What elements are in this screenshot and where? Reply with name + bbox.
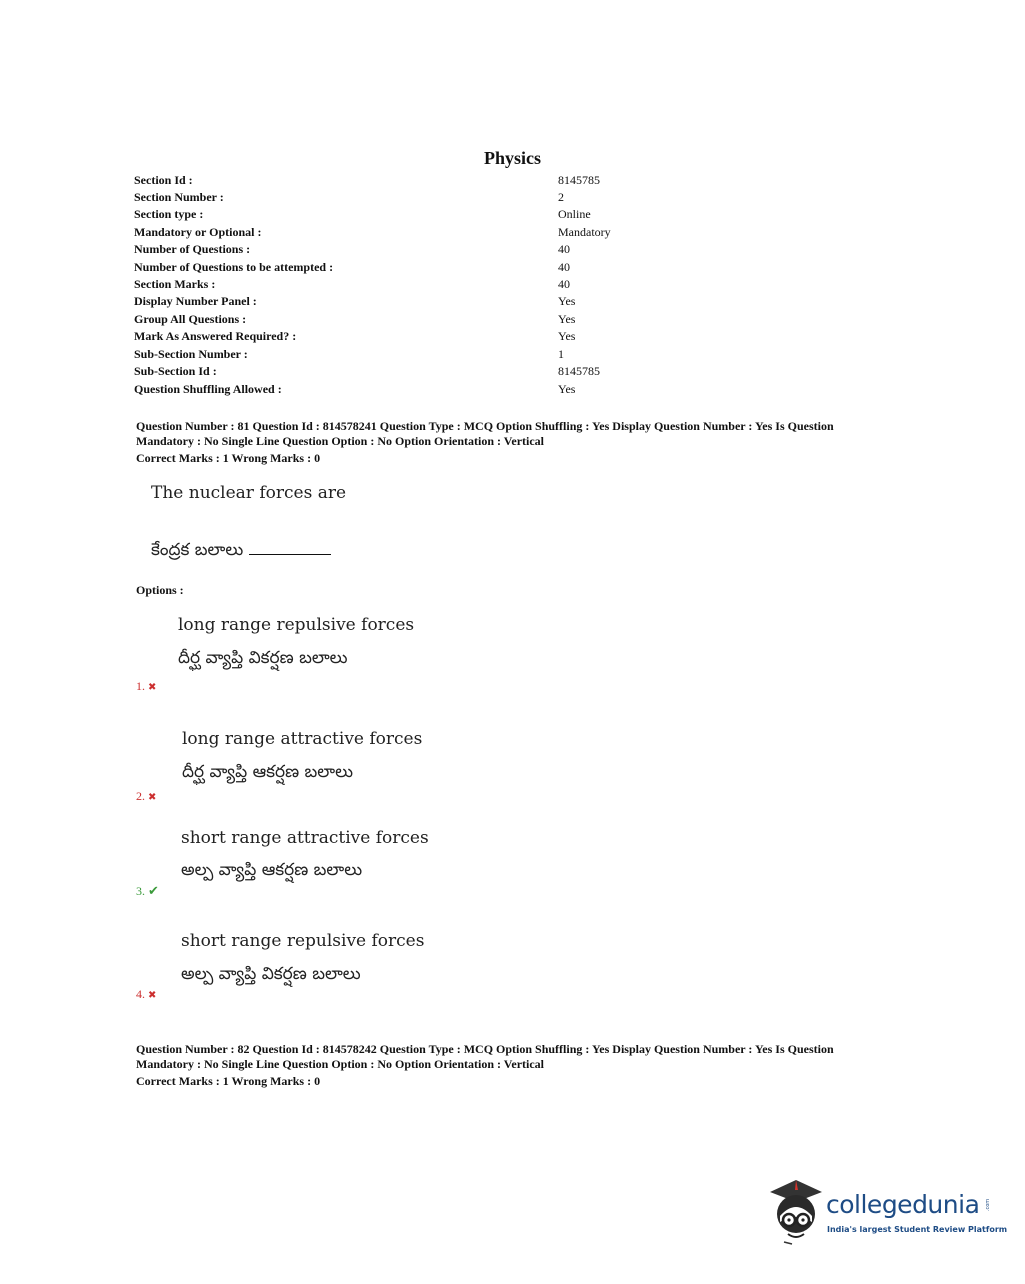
info-label: Mandatory or Optional : [134, 225, 262, 239]
option-4-te: అల్ప వ్యాప్తి వికర్షణ బలాలు [181, 964, 361, 984]
info-label: Section Id : [134, 173, 193, 187]
option-1-te: దీర్ఘ వ్యాప్తి వికర్షణ బలాలు [178, 648, 348, 668]
marks-line: Correct Marks : 1 Wrong Marks : 0 [136, 1074, 321, 1088]
meta-line: Question Number : 82 Question Id : 814578242 Question Type : MCQ Option Shuffling : Yes Display Question Number : Yes Is Question [136, 1042, 834, 1056]
info-label: Number of Questions : [134, 242, 251, 256]
info-row [134, 382, 694, 399]
info-label: Question Shuffling Allowed : [134, 382, 282, 396]
marks-line: Correct Marks : 1 Wrong Marks : 0 [136, 451, 321, 465]
option-3-te: అల్ప వ్యాప్తి ఆకర్షణ బలాలు [181, 860, 363, 880]
option-1-number [136, 679, 156, 694]
info-label: Mark As Answered Required? : [134, 329, 297, 343]
info-label: Section Number : [134, 190, 224, 204]
info-row [134, 312, 694, 329]
cross-icon: ✖ [148, 792, 157, 803]
option-2-number [136, 789, 156, 804]
page-title: Physics [483, 148, 541, 168]
option-number: 3. [136, 884, 145, 898]
info-row [134, 173, 694, 190]
option-4-en: short range repulsive forces [181, 931, 425, 951]
info-label: Group All Questions : [134, 312, 247, 326]
option-1-en: long range repulsive forces [178, 615, 415, 635]
info-value: Online [558, 207, 591, 221]
question-text-te-label: కేంద్రక బలాలు [151, 540, 244, 560]
option-4-number [136, 987, 156, 1002]
answer-blank [249, 542, 331, 555]
option-2-te: దీర్ఘ వ్యాప్తి ఆకర్షణ బలాలు [182, 762, 354, 782]
logo-wordmark: collegedunia [826, 1190, 980, 1219]
info-row [134, 260, 694, 277]
option-3-en: short range attractive forces [181, 828, 429, 848]
info-label: Sub-Section Id : [134, 364, 217, 378]
info-value: Yes [558, 382, 576, 396]
info-row [134, 225, 694, 242]
info-value: 40 [558, 260, 570, 274]
option-number: 4. [136, 987, 145, 1001]
info-value: 2 [558, 190, 564, 204]
logo-tagline: India's largest Student Review Platform [827, 1225, 1008, 1234]
option-3-number [136, 883, 159, 899]
logo-com: .com [985, 1198, 992, 1212]
info-value: 40 [558, 277, 570, 291]
info-label: Section type : [134, 207, 204, 221]
info-row [134, 329, 694, 346]
info-row [134, 364, 694, 381]
meta-line: Question Number : 81 Question Id : 814578241 Question Type : MCQ Option Shuffling : Yes Display Question Number : Yes Is Question [136, 419, 834, 433]
info-label: Section Marks : [134, 277, 216, 291]
info-value: Yes [558, 312, 576, 326]
info-label: Sub-Section Number : [134, 347, 248, 361]
info-value: 8145785 [558, 173, 600, 187]
info-row [134, 277, 694, 294]
question-81-meta [136, 419, 896, 466]
info-row [134, 242, 694, 259]
cross-icon: ✖ [148, 682, 157, 693]
meta-line: Mandatory : No Single Line Question Option : No Option Orientation : Vertical [136, 434, 545, 448]
meta-line: Mandatory : No Single Line Question Option : No Option Orientation : Vertical [136, 1057, 545, 1071]
question-82-meta [136, 1042, 896, 1089]
info-value: Mandatory [558, 225, 611, 239]
info-value: 40 [558, 242, 570, 256]
info-value: Yes [558, 294, 576, 308]
info-row [134, 190, 694, 207]
question-text-te [151, 540, 331, 564]
info-value: Yes [558, 329, 576, 343]
info-row [134, 207, 694, 224]
collegedunia-logo [766, 1176, 1008, 1248]
info-label: Display Number Panel : [134, 294, 257, 308]
info-row [134, 347, 694, 364]
option-number: 2. [136, 789, 145, 803]
option-number: 1. [136, 679, 145, 693]
info-value: 8145785 [558, 364, 600, 378]
check-icon: ✔ [148, 883, 159, 898]
info-row [134, 294, 694, 311]
options-label: Options : [136, 583, 184, 597]
cross-icon: ✖ [148, 990, 157, 1001]
info-value: 1 [558, 347, 564, 361]
mascot-icon [766, 1176, 824, 1248]
info-label: Number of Questions to be attempted : [134, 260, 334, 274]
question-text-en: The nuclear forces are [151, 483, 347, 503]
option-2-en: long range attractive forces [182, 729, 423, 749]
